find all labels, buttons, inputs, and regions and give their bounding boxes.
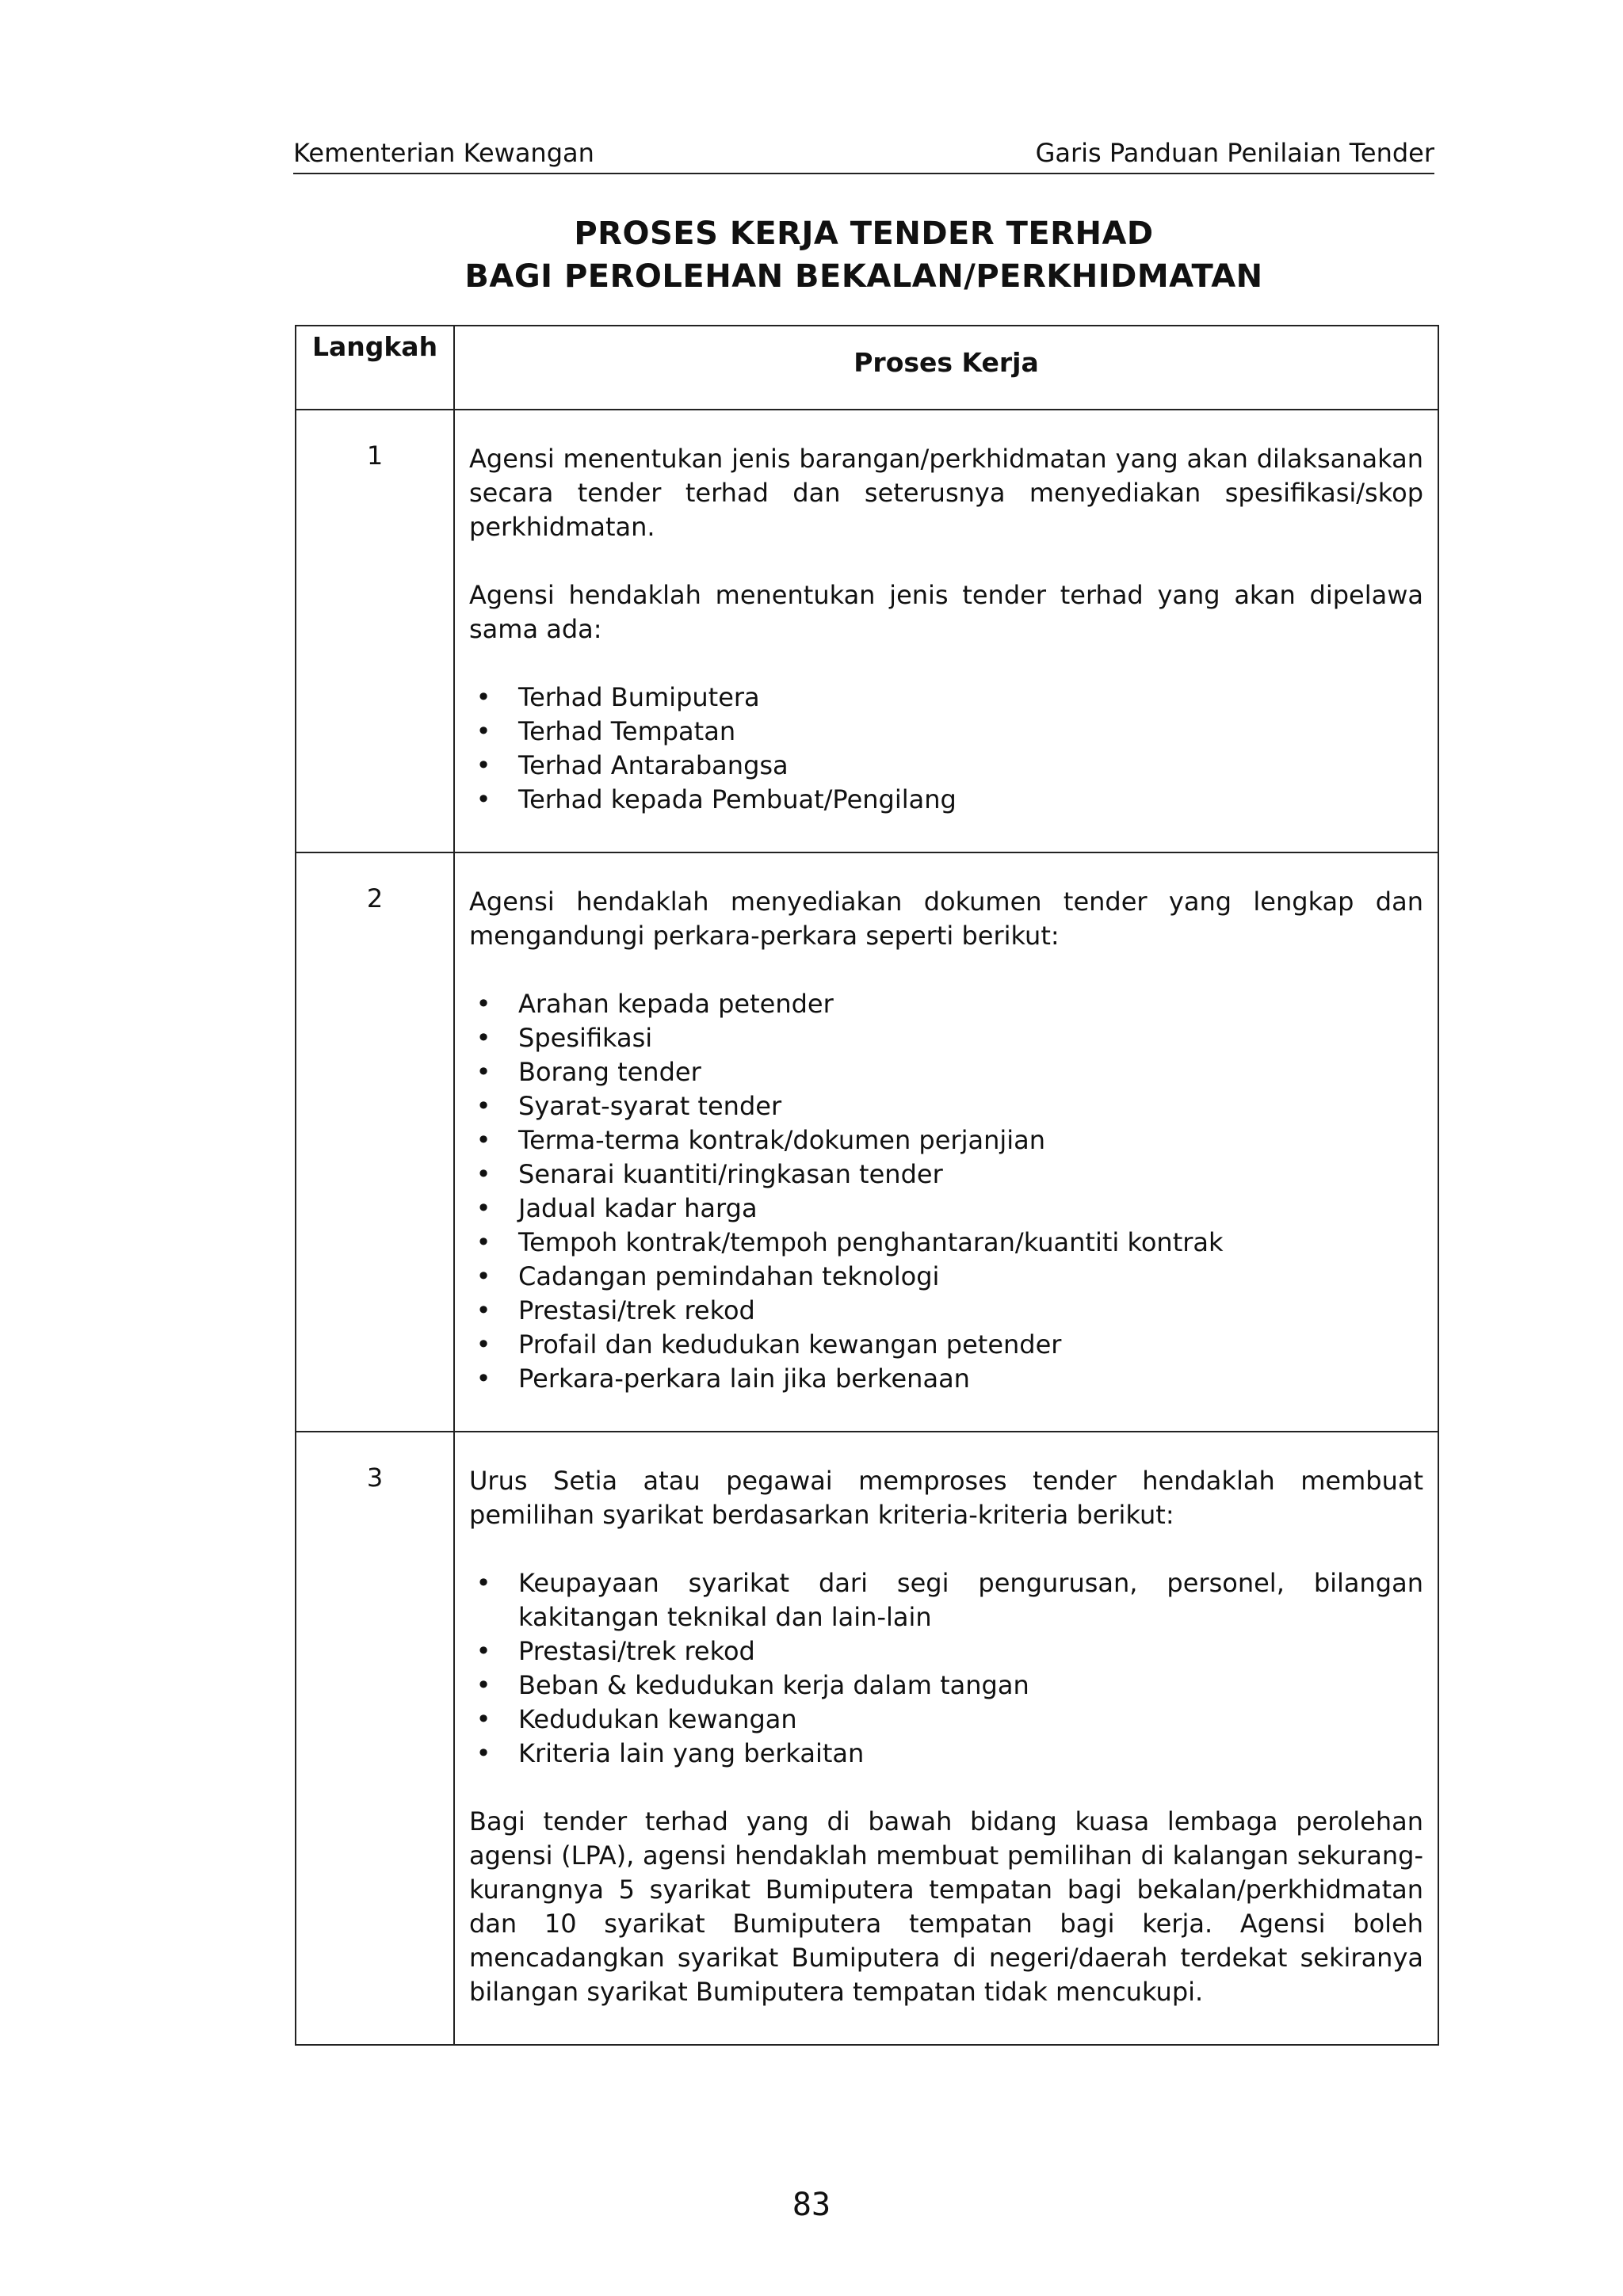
table-body	[296, 410, 1438, 2045]
bullet-icon: •	[475, 1057, 491, 1087]
bullet-icon: •	[475, 989, 491, 1019]
list-item	[469, 715, 1423, 749]
list-item	[469, 1566, 1423, 1634]
list-item	[469, 1362, 1423, 1396]
list-item-text: Terhad kepada Pembuat/Pengilang	[518, 784, 957, 814]
list-item	[469, 681, 1423, 715]
list-item	[469, 1123, 1423, 1158]
bullet-icon: •	[475, 1636, 491, 1666]
list-item	[469, 749, 1423, 783]
list-item-text: Spesifikasi	[518, 1023, 653, 1053]
list-item	[469, 1089, 1423, 1123]
process-paragraph: Agensi hendaklah menyediakan dokumen tender yang lengkap dan mengandungi perkara-perkara seperti berikut:	[469, 887, 1423, 951]
process-paragraph: Agensi menentukan jenis barangan/perkhidmatan yang akan dilaksanakan secara tender terhad dan seterusnya menyediakan spesifikasi/skop perkhidmatan.	[469, 444, 1423, 542]
list-item-text: Prestasi/trek rekod	[518, 1636, 755, 1666]
header-guide-title: Garis Panduan Penilaian Tender	[1035, 138, 1434, 168]
list-item-text: Terma-terma kontrak/dokumen perjanjian	[518, 1125, 1046, 1155]
list-item	[469, 1260, 1423, 1294]
process-paragraph: Bagi tender terhad yang di bawah bidang kuasa lembaga perolehan agensi (LPA), agensi hendaklah membuat pemilihan di kalangan sekurang-kurangnya 5 syarikat Bumiputera tempatan bagi bekalan/perkhidmatan dan 10 syarikat Bumiputera tempatan bagi kerja. Agensi boleh mencadangkan syarikat Bumiputera di negeri/daerah terdekat sekiranya bilangan syarikat Bumiputera tempatan tidak mencukupi.	[469, 1806, 1423, 2007]
list-item	[469, 1703, 1423, 1737]
header-ministry: Kementerian Kewangan	[293, 138, 594, 168]
list-item-text: Perkara-perkara lain jika berkenaan	[518, 1363, 970, 1394]
header-step: Langkah	[296, 326, 454, 410]
bullet-icon: •	[475, 1329, 491, 1360]
process-paragraph: Agensi hendaklah menentukan jenis tender terhad yang akan dipelawa sama ada:	[469, 580, 1423, 644]
step-number: 3	[296, 1432, 454, 2045]
list-item	[469, 1021, 1423, 1055]
bullet-icon: •	[475, 784, 491, 814]
list-item	[469, 1192, 1423, 1226]
bullet-icon: •	[475, 1227, 491, 1257]
process-paragraph: Urus Setia atau pegawai memproses tender hendaklah membuat pemilihan syarikat berdasarkan kriteria-kriteria berikut:	[469, 1466, 1423, 1530]
list-item-text: Tempoh kontrak/tempoh penghantaran/kuantiti kontrak	[518, 1227, 1224, 1257]
list-item-text: Senarai kuantiti/ringkasan tender	[518, 1159, 943, 1189]
title-line-1: PROSES KERJA TENDER TERHAD	[574, 215, 1154, 252]
bullet-icon: •	[475, 1159, 491, 1189]
bullet-icon: •	[475, 682, 491, 712]
list-item-text: Kedudukan kewangan	[518, 1704, 797, 1734]
bullet-list	[469, 681, 1423, 817]
list-item	[469, 1158, 1423, 1192]
bullet-icon: •	[475, 1261, 491, 1291]
list-item-text: Arahan kepada petender	[518, 989, 834, 1019]
list-item-text: Terhad Bumiputera	[518, 682, 760, 712]
bullet-icon: •	[475, 1023, 491, 1053]
table-row	[296, 410, 1438, 852]
list-item-text: Keupayaan syarikat dari segi pengurusan, personel, bilangan kakitangan teknikal dan lain-lain	[518, 1568, 1423, 1632]
list-item	[469, 1737, 1423, 1771]
bullet-icon: •	[475, 1091, 491, 1121]
page-number: 83	[792, 2187, 831, 2223]
bullet-list	[469, 987, 1423, 1396]
process-table	[295, 325, 1439, 2046]
bullet-icon: •	[475, 1704, 491, 1734]
step-number: 2	[296, 852, 454, 1432]
bullet-icon: •	[475, 1125, 491, 1155]
bullet-icon: •	[475, 1363, 491, 1394]
list-item-text: Syarat-syarat tender	[518, 1091, 782, 1121]
running-header	[293, 128, 1434, 174]
bullet-icon: •	[475, 1295, 491, 1325]
list-item-text: Profail dan kedudukan kewangan petender	[518, 1329, 1062, 1360]
list-item-text: Terhad Tempatan	[518, 716, 736, 746]
list-item	[469, 1294, 1423, 1328]
title-line-2: BAGI PEROLEHAN BEKALAN/PERKHIDMATAN	[464, 258, 1263, 295]
list-item-text: Jadual kadar harga	[518, 1193, 758, 1223]
bullet-icon: •	[475, 1670, 491, 1700]
list-item-text: Terhad Antarabangsa	[518, 750, 789, 780]
table-row	[296, 852, 1438, 1432]
header-process: Proses Kerja	[454, 326, 1438, 410]
document-title	[293, 212, 1434, 298]
list-item	[469, 783, 1423, 817]
table-header-row	[296, 326, 1438, 410]
list-item	[469, 1328, 1423, 1362]
list-item	[469, 1669, 1423, 1703]
process-description	[454, 1432, 1438, 2045]
list-item	[469, 1634, 1423, 1669]
list-item	[469, 987, 1423, 1021]
bullet-icon: •	[475, 750, 491, 780]
list-item-text: Borang tender	[518, 1057, 701, 1087]
list-item-text: Prestasi/trek rekod	[518, 1295, 755, 1325]
list-item-text: Beban & kedudukan kerja dalam tangan	[518, 1670, 1029, 1700]
bullet-icon: •	[475, 1193, 491, 1223]
table-row	[296, 1432, 1438, 2045]
list-item-text: Cadangan pemindahan teknologi	[518, 1261, 940, 1291]
process-description	[454, 852, 1438, 1432]
process-description	[454, 410, 1438, 852]
bullet-icon: •	[475, 1568, 491, 1598]
bullet-icon: •	[475, 1738, 491, 1768]
step-number: 1	[296, 410, 454, 852]
list-item-text: Kriteria lain yang berkaitan	[518, 1738, 865, 1768]
bullet-icon: •	[475, 716, 491, 746]
list-item	[469, 1055, 1423, 1089]
bullet-list	[469, 1566, 1423, 1771]
list-item	[469, 1226, 1423, 1260]
